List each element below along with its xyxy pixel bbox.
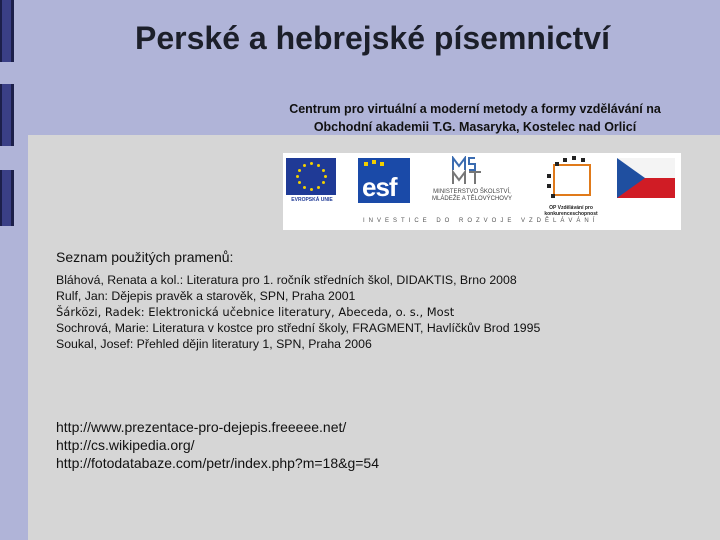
source-item: Sochrová, Marie: Literatura v kostce pro střední školy, FRAGMENT, Havlíčkův Brod 1995 <box>56 321 541 335</box>
source-link[interactable]: http://fotodatabaze.com/petr/index.php?m=18&g=54 <box>56 455 380 471</box>
subtitle <box>265 100 685 136</box>
links-section <box>56 418 379 472</box>
subtitle-line: Centrum pro virtuální a moderní metody a formy vzdělávání na <box>289 102 661 116</box>
op-label: OP Vzdělávání pro konkurenceschopnost <box>544 205 598 217</box>
eu-flag-icon <box>286 158 336 195</box>
msmt-label <box>426 189 518 203</box>
source-link[interactable]: http://cs.wikipedia.org/ <box>56 437 195 453</box>
logo-strip <box>283 153 681 230</box>
esf-text: esf <box>362 172 397 202</box>
slide-title: Perské a hebrejské písemnictví <box>135 20 610 56</box>
decor-bar <box>0 170 14 226</box>
source-link[interactable]: http://www.prezentace-pro-dejepis.freeeee.net/ <box>56 419 347 435</box>
subtitle-line: Obchodní akademii T.G. Masaryka, Kostelec nad Orlicí <box>313 120 637 134</box>
logo-slogan: INVESTICE DO ROZVOJE VZDĚLÁVÁNÍ <box>363 218 599 224</box>
esf-logo-icon <box>358 158 410 203</box>
czech-flag-icon <box>617 158 675 198</box>
msmt-label-line: MLÁDEŽE A TĚLOVÝCHOVY <box>432 196 512 202</box>
left-decoration <box>0 0 16 540</box>
source-item: Bláhová, Renata a kol.: Literatura pro 1. ročník středních škol, DIDAKTIS, Brno 2008 <box>56 273 517 287</box>
source-item: Soukal, Josef: Přehled dějin literatury 1, SPN, Praha 2006 <box>56 337 372 351</box>
sources-heading: Seznam použitých pramenů: <box>56 249 234 265</box>
sources-section <box>56 248 696 352</box>
op-box <box>553 164 591 196</box>
msmt-logo-icon <box>451 156 487 186</box>
source-item: Rulf, Jan: Dějepis pravěk a starověk, SPN, Praha 2001 <box>56 289 356 303</box>
msmt-label-line: MINISTERSTVO ŠKOLSTVÍ, <box>433 189 511 195</box>
decor-bar <box>0 84 14 146</box>
eu-label: EVROPSKÁ UNIE <box>291 197 333 203</box>
source-item: Šárközi, Radek: Elektronická učebnice literatury, Abeceda, o. s., Most <box>56 305 455 319</box>
op-logo-icon <box>545 156 597 204</box>
